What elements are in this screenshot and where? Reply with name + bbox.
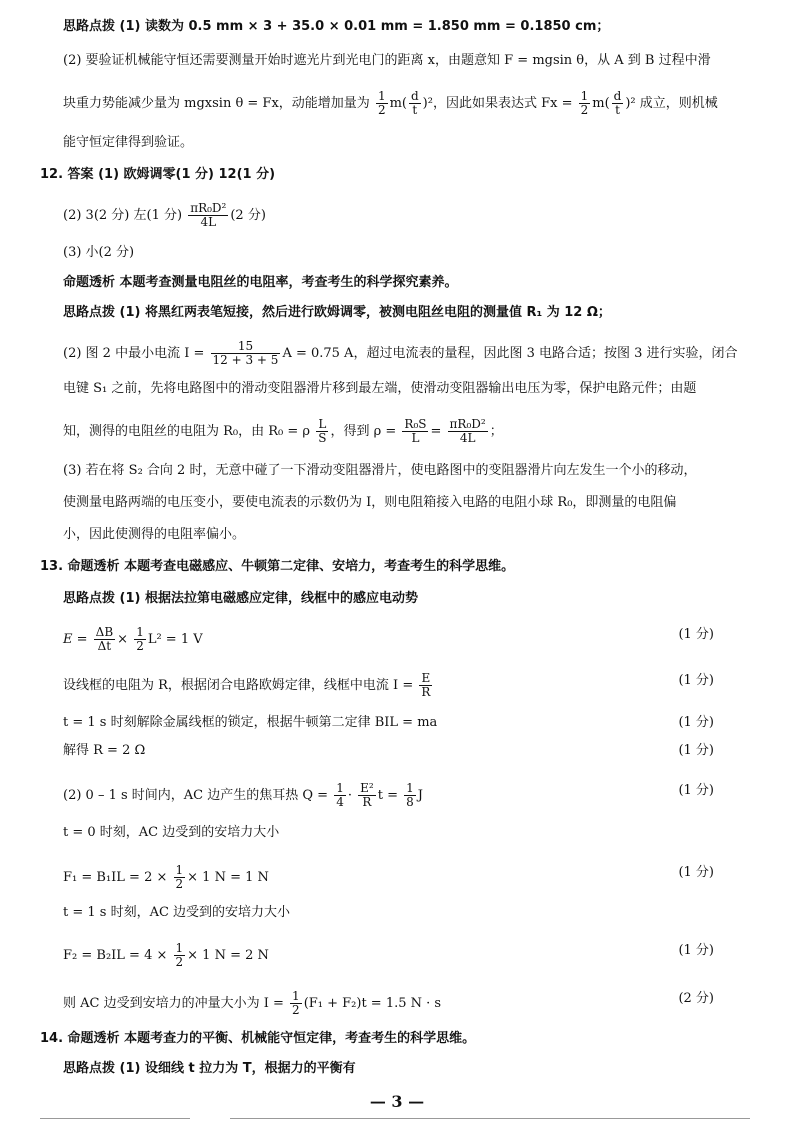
fraction: $\frac{1}{2}$ [377, 89, 386, 117]
equation-line: F₁ = B₁IL = 2 × $\frac{1}{2}$ × 1 N = 1 N (1 分) [63, 863, 714, 891]
fraction: $\frac{\Delta B}{\Delta t}$ [95, 625, 114, 653]
question-12-answer: 12. 答案 (1) 欧姆调零(1 分) 12(1 分) [40, 167, 276, 182]
score-label: (1 分) [678, 943, 714, 958]
text-line: 思路点拨 (1) 设细线 t 拉力为 T，根据力的平衡有 [63, 1061, 356, 1076]
fraction: $\frac{E}{R}$ [421, 671, 431, 699]
fraction: $\frac{L}{S}$ [318, 417, 327, 445]
text-line: 思路点拨 (1) 将黑红两表笔短接，然后进行欧姆调零，被测电阻丝电阻的测量值 R₁ 为 12 Ω； [63, 305, 611, 320]
equation-line: 则 AC 边受到安培力的冲量大小为 I = $\frac{1}{2}$ (F₁ + F₂)t = 1.5 N · s (2 分) [63, 989, 714, 1017]
fraction: $\frac{1}{2}$ [580, 89, 589, 117]
fraction: $\frac{d}{t}$ [613, 89, 622, 117]
fraction: $\frac{\text{πR₀D²}}{4L}$ [190, 201, 227, 229]
equation-line: (2) 0 – 1 s 时间内，AC 边产生的焦耳热 Q = $\frac{1}{4}$ · $\frac{\text{E²}}{R}$ t = $\frac{1}{8}$ J (1 分) [63, 781, 714, 809]
footer-rule-left [40, 1118, 190, 1119]
text-line: (2) 要验证机械能守恒还需要测量开始时遮光片到光电门的距离 x，由题意知 F = mgsin θ，从 A 到 B 过程中滑 [63, 53, 711, 68]
equation-line: 设线框的电阻为 R，根据闭合电路欧姆定律，线框中电流 I = $\frac{E}{R}$ (1 分) [63, 671, 714, 699]
score-label: (1 分) [678, 783, 714, 798]
equation-line: F₂ = B₂IL = 4 × $\frac{1}{2}$ × 1 N = 2 N (1 分) [63, 941, 714, 969]
text-line: t = 0 时刻，AC 边受到的安培力大小 [63, 825, 280, 840]
score-label: (1 分) [678, 673, 714, 688]
fraction: $\frac{\text{R₀S}}{L}$ [404, 417, 427, 445]
text-line: (2) 3(2 分) 左(1 分) $\frac{\text{πR₀D²}}{4L}$ (2 分) [63, 201, 266, 229]
text-line: 电键 S₁ 之前，先将电路图中的滑动变阻器滑片移到最左端，使滑动变阻器输出电压为零，保护电路元件；由题 [63, 381, 697, 396]
equation-line: 解得 R = 2 Ω (1 分) [63, 743, 714, 758]
text-line: 命题透析 本题考查测量电阻丝的电阻率，考查考生的科学探究素养。 [63, 275, 458, 290]
text-line: (3) 若在将 S₂ 合向 2 时，无意中碰了一下滑动变阻器滑片，使电路图中的变阻器滑片向左发生一个小的移动， [63, 463, 697, 478]
fraction: $\frac{1}{8}$ [406, 781, 414, 809]
fraction: $\frac{1}{2}$ [175, 863, 184, 891]
text-line: 思路点拨 (1) 读数为 0.5 mm × 3 + 35.0 × 0.01 mm = 1.850 mm = 0.1850 cm； [63, 19, 610, 34]
text-line: 思路点拨 (1) 根据法拉第电磁感应定律，线框中的感应电动势 [63, 591, 418, 606]
fraction: $\frac{1}{4}$ [336, 781, 344, 809]
question-14-header: 14. 命题透析 本题考查力的平衡、机械能守恒定律，考查考生的科学思维。 [40, 1031, 476, 1046]
fraction: $\frac{1}{2}$ [175, 941, 184, 969]
score-label: (1 分) [678, 627, 714, 642]
text-line: 使测量电路两端的电压变小，要使电流表的示数仍为 I，则电阻箱接入电路的电阻小球 R₀，即测量的电阻偏 [63, 495, 677, 510]
fraction: $\frac{d}{t}$ [410, 89, 419, 117]
fraction: $\frac{15}{12 + 3 + 5}$ [212, 339, 279, 367]
text-line: (2) 图 2 中最小电流 I = $\frac{15}{12 + 3 + 5}$ A = 0.75 A，超过电流表的量程，因此图 3 电路合适；按图 3 进行实验，闭合 [63, 339, 738, 367]
fraction: $\frac{\text{E²}}{R}$ [360, 781, 374, 809]
fraction: $\frac{1}{2}$ [136, 625, 144, 653]
text-line: (3) 小(2 分) [63, 245, 135, 260]
text-line: 小，因此使测得的电阻率偏小。 [63, 527, 246, 542]
score-label: (1 分) [678, 743, 714, 758]
text-line: t = 1 s 时刻，AC 边受到的安培力大小 [63, 905, 291, 920]
score-label: (1 分) [678, 715, 714, 730]
equation-line: E = $\frac{\Delta B}{\Delta t}$ × $\frac{1}{2}$ L² = 1 V (1 分) [63, 625, 714, 653]
question-13-header: 13. 命题透析 本题考查电磁感应、牛顿第二定律、安培力，考查考生的科学思维。 [40, 559, 515, 574]
footer-rule-right [230, 1118, 750, 1119]
score-label: (1 分) [678, 865, 714, 880]
score-label: (2 分) [678, 991, 714, 1006]
text-line: 知，测得的电阻丝的电阻为 R₀，由 R₀ = ρ $\frac{L}{S}$ ，得到 ρ = $\frac{\text{R₀S}}{L}$ = $\frac{\text{πR₀D²}}{4L}$ ； [63, 417, 503, 445]
equation-line: t = 1 s 时刻解除金属线框的锁定，根据牛顿第二定律 BIL = ma (1 分) [63, 715, 714, 730]
fraction: $\frac{1}{2}$ [292, 989, 300, 1017]
text-line: 块重力势能减少量为 mgxsin θ = Fx，动能增加量为 $\frac{1}{2}$ m( $\frac{d}{t}$ )²，因此如果表达式 Fx = $\frac{1}{2}$ m( $\frac{d}{t}$ )² 成立，则机械 [63, 89, 718, 117]
text-line: 能守恒定律得到验证。 [63, 135, 194, 150]
fraction: $\frac{\text{πR₀D²}}{4L}$ [449, 417, 486, 445]
page-number: — 3 — [369, 1092, 425, 1111]
